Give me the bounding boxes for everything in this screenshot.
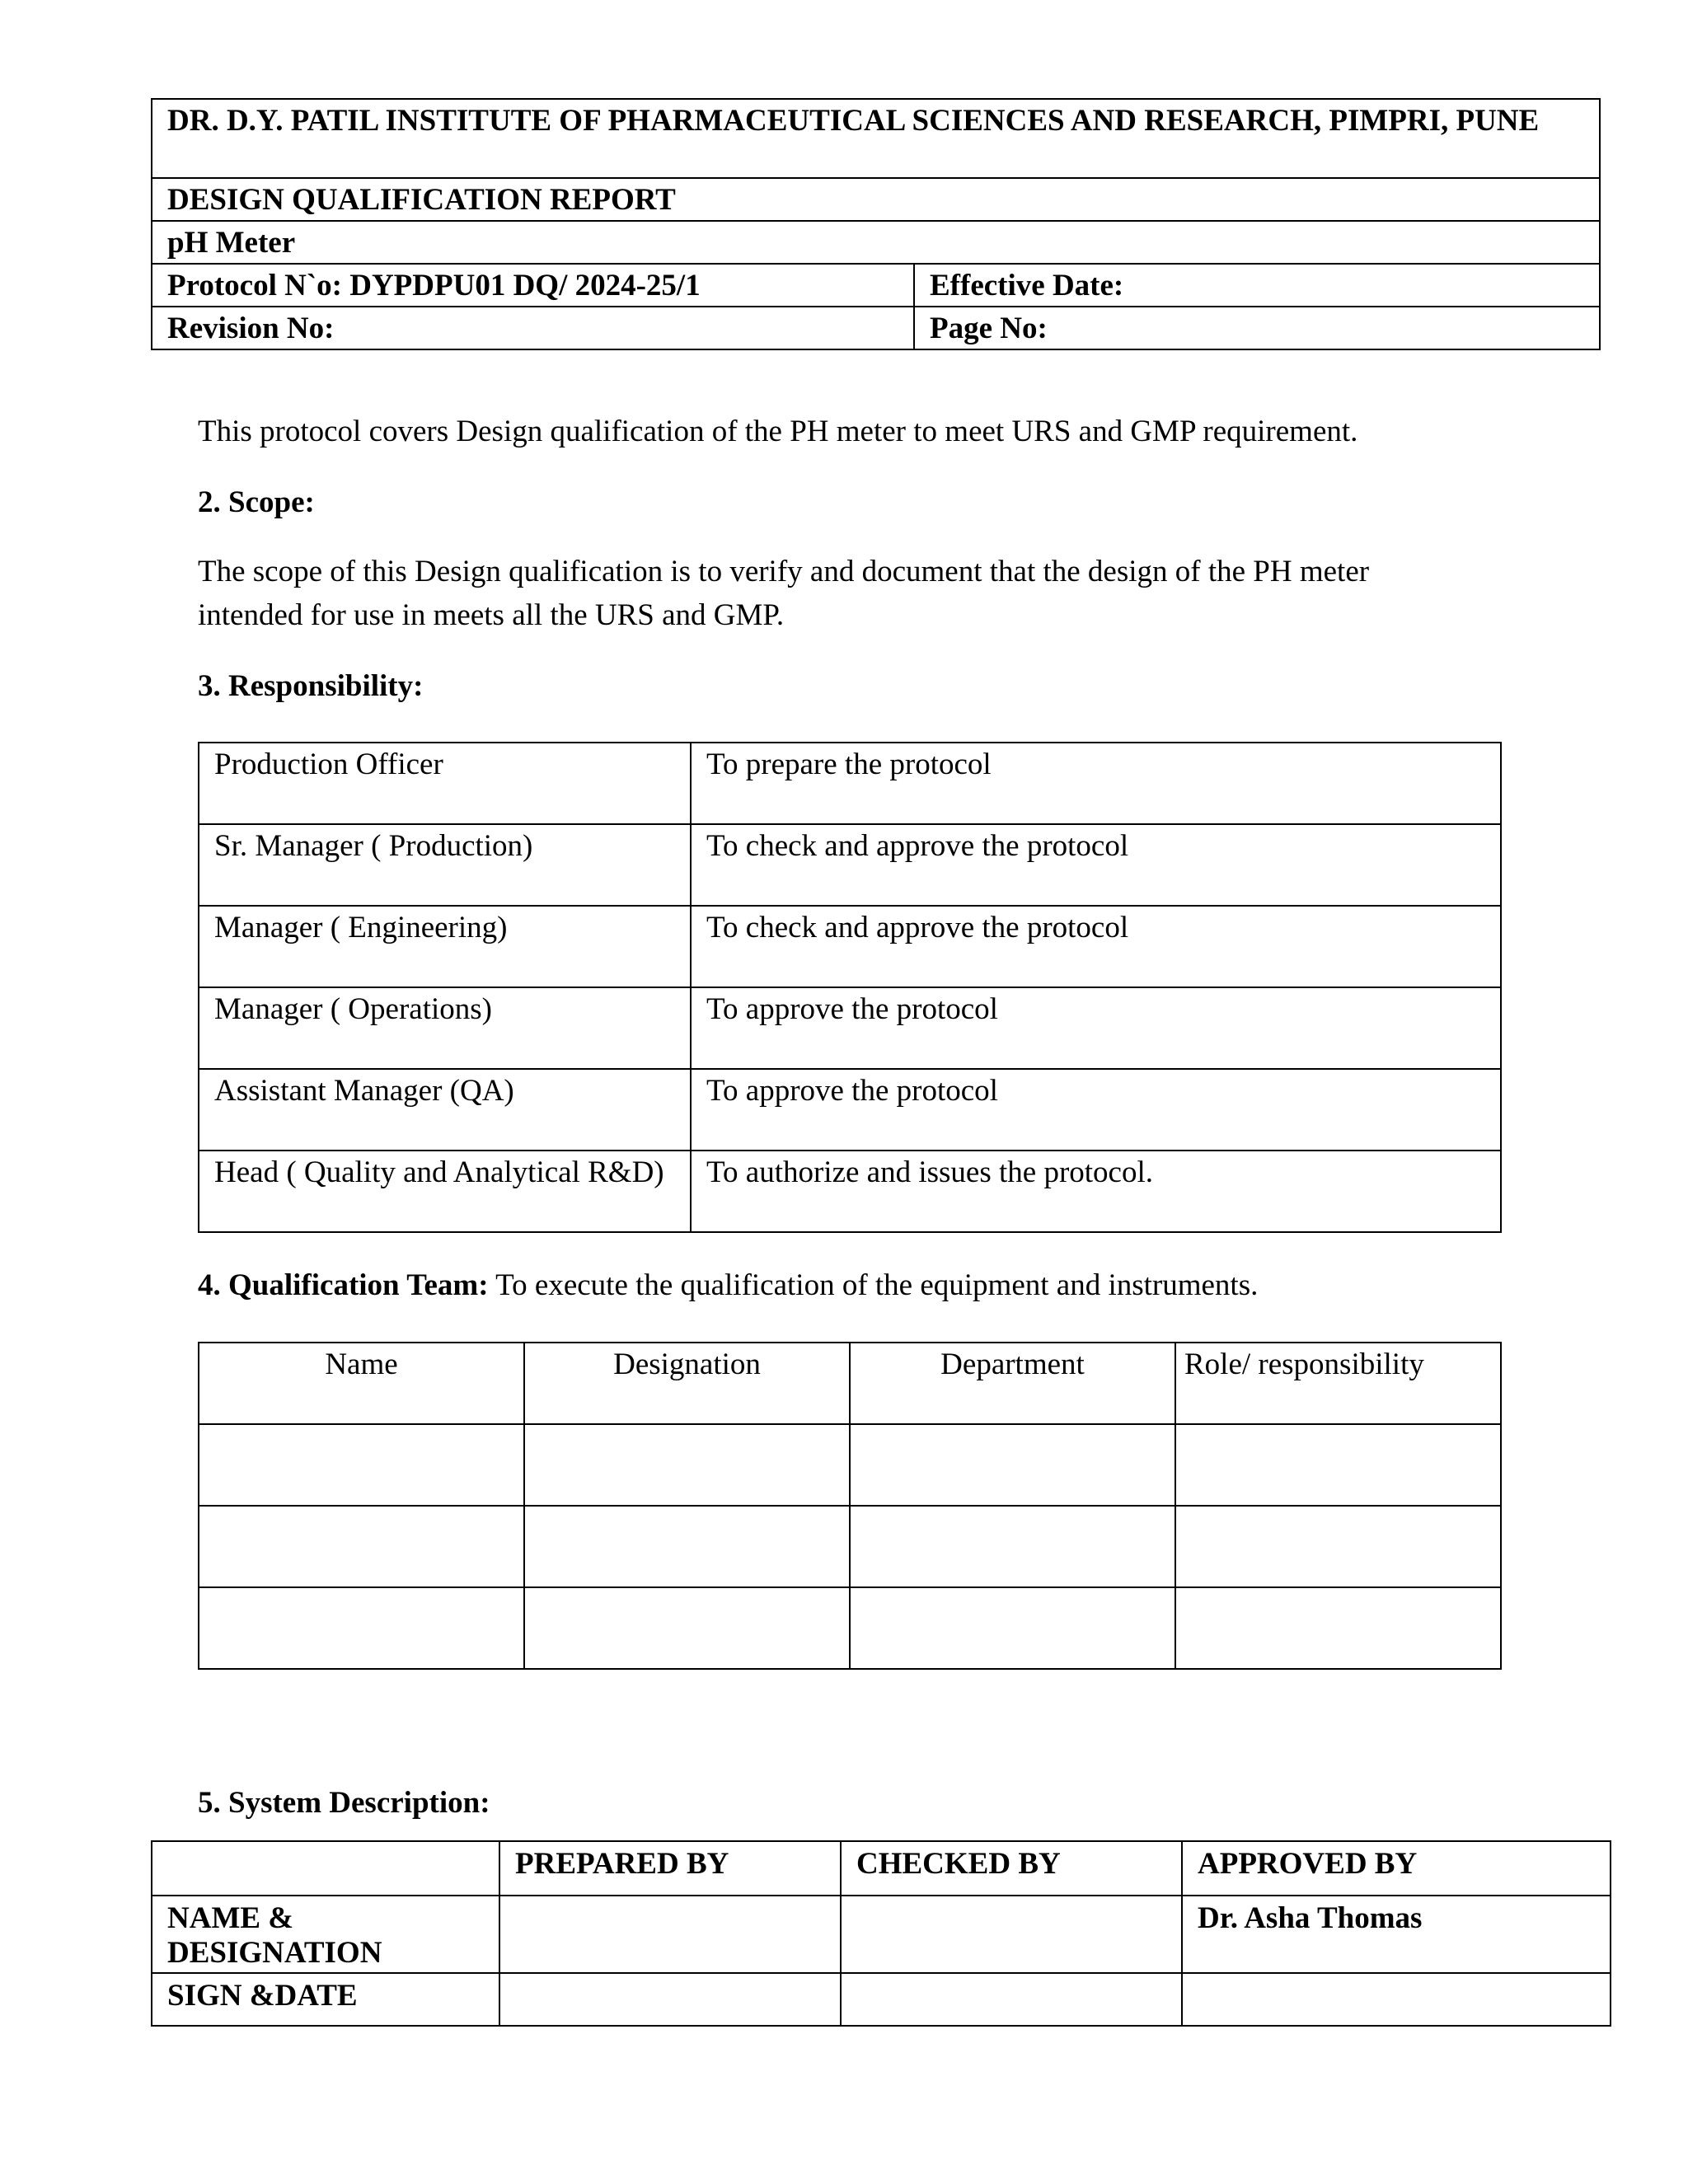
team-heading: 4. Qualification Team: bbox=[198, 1268, 489, 1302]
equipment-name: pH Meter bbox=[152, 221, 1600, 264]
signoff-header-row bbox=[152, 1841, 1611, 1896]
system-description-heading: 5. System Description: bbox=[198, 1786, 490, 1820]
report-title: DESIGN QUALIFICATION REPORT bbox=[152, 178, 1600, 221]
prepared-by-sign-cell[interactable] bbox=[499, 1973, 841, 2026]
empty-cell[interactable] bbox=[850, 1506, 1175, 1587]
duty-cell: To prepare the protocol bbox=[691, 743, 1501, 824]
scope-text-line-1: The scope of this Design qualification is to verify and document that the design of the PH meter bbox=[198, 555, 1370, 588]
column-header-department: Department bbox=[850, 1343, 1175, 1424]
empty-cell[interactable] bbox=[850, 1587, 1175, 1669]
document-header-table bbox=[151, 98, 1601, 350]
table-row bbox=[199, 1424, 1501, 1506]
empty-cell[interactable] bbox=[524, 1506, 850, 1587]
role-cell: Assistant Manager (QA) bbox=[199, 1069, 691, 1151]
team-heading-line bbox=[198, 1263, 1258, 1308]
table-row bbox=[199, 1069, 1501, 1151]
institute-name: DR. D.Y. PATIL INSTITUTE OF PHARMACEUTICAL SCIENCES AND RESEARCH, PIMPRI, PUNE bbox=[152, 99, 1600, 178]
checked-by-sign-cell[interactable] bbox=[841, 1973, 1182, 2026]
checked-by-name-cell[interactable] bbox=[841, 1896, 1182, 1973]
approved-by-header: APPROVED BY bbox=[1182, 1841, 1611, 1896]
duty-cell: To authorize and issues the protocol. bbox=[691, 1151, 1501, 1232]
qualification-team-table bbox=[198, 1342, 1502, 1670]
role-cell: Manager ( Engineering) bbox=[199, 906, 691, 987]
duty-cell: To check and approve the protocol bbox=[691, 824, 1501, 906]
prepared-by-name-cell[interactable] bbox=[499, 1896, 841, 1973]
table-header-row bbox=[199, 1343, 1501, 1424]
responsibility-table bbox=[198, 742, 1502, 1233]
empty-cell[interactable] bbox=[199, 1506, 524, 1587]
role-cell: Manager ( Operations) bbox=[199, 987, 691, 1069]
column-header-role: Role/ responsibility bbox=[1175, 1343, 1501, 1424]
empty-cell[interactable] bbox=[1175, 1506, 1501, 1587]
empty-cell[interactable] bbox=[199, 1424, 524, 1506]
approved-by-sign-cell[interactable] bbox=[1182, 1973, 1611, 2026]
table-row bbox=[199, 743, 1501, 824]
effective-date: Effective Date: bbox=[914, 264, 1600, 307]
scope-text-line-2: intended for use in meets all the URS and GMP. bbox=[198, 598, 785, 632]
checked-by-header: CHECKED BY bbox=[841, 1841, 1182, 1896]
intro-paragraph: This protocol covers Design qualification of the PH meter to meet URS and GMP requirement. bbox=[198, 415, 1358, 448]
duty-cell: To check and approve the protocol bbox=[691, 906, 1501, 987]
empty-cell bbox=[152, 1841, 499, 1896]
protocol-number: Protocol N`o: DYPDPU01 DQ/ 2024-25/1 bbox=[152, 264, 914, 307]
empty-cell[interactable] bbox=[850, 1424, 1175, 1506]
prepared-by-header: PREPARED BY bbox=[499, 1841, 841, 1896]
team-description: To execute the qualification of the equipment and instruments. bbox=[488, 1268, 1259, 1302]
table-row bbox=[199, 906, 1501, 987]
page-number: Page No: bbox=[914, 307, 1600, 349]
column-header-designation: Designation bbox=[524, 1343, 850, 1424]
column-header-name: Name bbox=[199, 1343, 524, 1424]
approved-by-name: Dr. Asha Thomas bbox=[1182, 1896, 1611, 1973]
scope-heading: 2. Scope: bbox=[198, 485, 315, 519]
empty-cell[interactable] bbox=[524, 1424, 850, 1506]
role-cell: Head ( Quality and Analytical R&D) bbox=[199, 1151, 691, 1232]
role-cell: Sr. Manager ( Production) bbox=[199, 824, 691, 906]
empty-cell[interactable] bbox=[524, 1587, 850, 1669]
empty-cell[interactable] bbox=[1175, 1424, 1501, 1506]
table-row bbox=[199, 1506, 1501, 1587]
table-row bbox=[199, 987, 1501, 1069]
responsibility-heading: 3. Responsibility: bbox=[198, 669, 424, 703]
sign-date-label: SIGN &DATE bbox=[152, 1973, 499, 2026]
signoff-name-row bbox=[152, 1896, 1611, 1973]
signoff-sign-row bbox=[152, 1973, 1611, 2026]
table-row bbox=[199, 1151, 1501, 1232]
empty-cell[interactable] bbox=[1175, 1587, 1501, 1669]
table-row bbox=[199, 1587, 1501, 1669]
role-cell: Production Officer bbox=[199, 743, 691, 824]
duty-cell: To approve the protocol bbox=[691, 1069, 1501, 1151]
name-designation-label: NAME & DESIGNATION bbox=[152, 1896, 499, 1973]
revision-number: Revision No: bbox=[152, 307, 914, 349]
duty-cell: To approve the protocol bbox=[691, 987, 1501, 1069]
signoff-table bbox=[151, 1840, 1611, 2027]
table-row bbox=[199, 824, 1501, 906]
empty-cell[interactable] bbox=[199, 1587, 524, 1669]
